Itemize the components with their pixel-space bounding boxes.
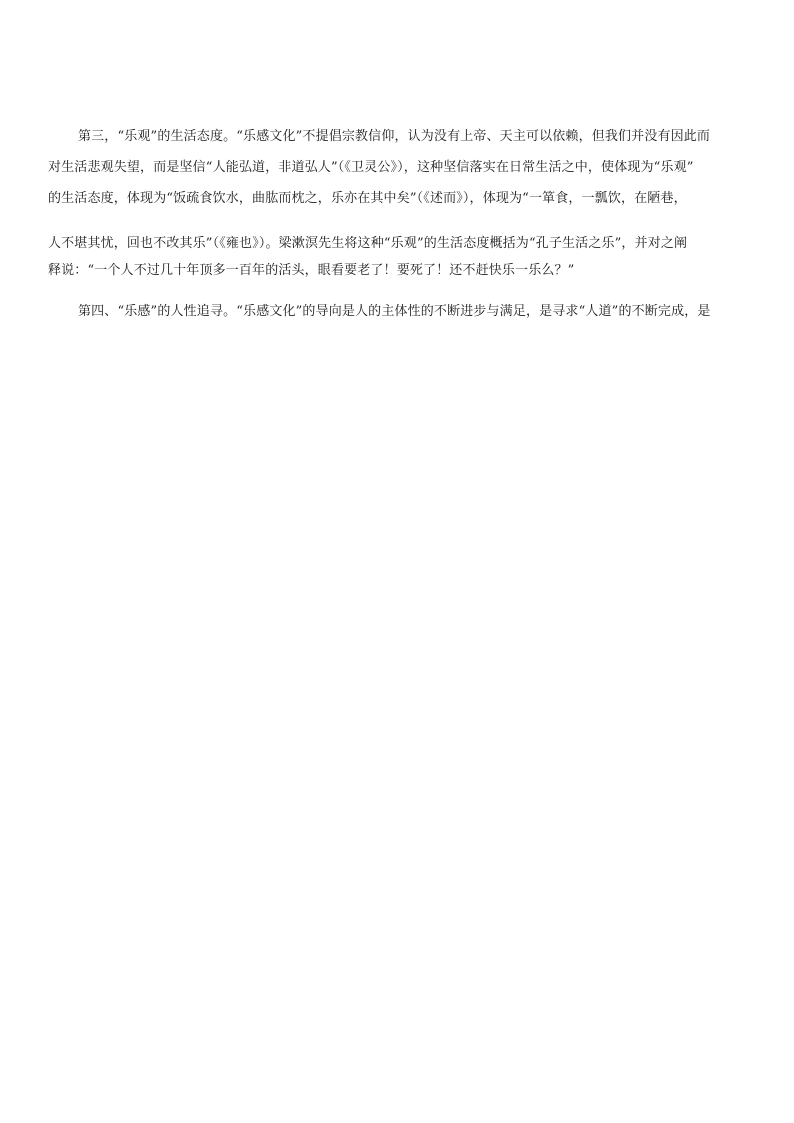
paragraph-3-line-3: 的生活态度，体现为“饭疏食饮水，曲肱而枕之，乐亦在其中矣”（《述而》），体现为“一箪食，一瓢饮，在陋巷， bbox=[48, 191, 687, 206]
paragraph-3-line-2: 对生活悲观失望，而是坚信“人能弘道，非道弘人”（《卫灵公》），这种坚信落实在日常生活之中，使体现为“乐观” bbox=[48, 160, 694, 175]
paragraph-4-line-1: 第四、“乐感”的人性追寻。“乐感文化”的导向是人的主体性的不断进步与满足，是寻求“人道”的不断完成，是 bbox=[78, 304, 711, 319]
paragraph-3-line-1: 第三，“乐观”的生活态度。“乐感文化”不提倡宗教信仰，认为没有上帝、天主可以依赖，但我们并没有因此而 bbox=[78, 129, 711, 144]
paragraph-3-line-5: 释说：“一个人不过几十年顶多一百年的活头，眼看要老了！要死了！还不赶快乐一乐么？” bbox=[48, 263, 575, 278]
paragraph-3-line-4: 人不堪其忧，回也不改其乐”（《雍也》）。梁漱溟先生将这种“乐观”的生活态度概括为“孔子生活之乐”，并对之阐 bbox=[48, 236, 688, 251]
